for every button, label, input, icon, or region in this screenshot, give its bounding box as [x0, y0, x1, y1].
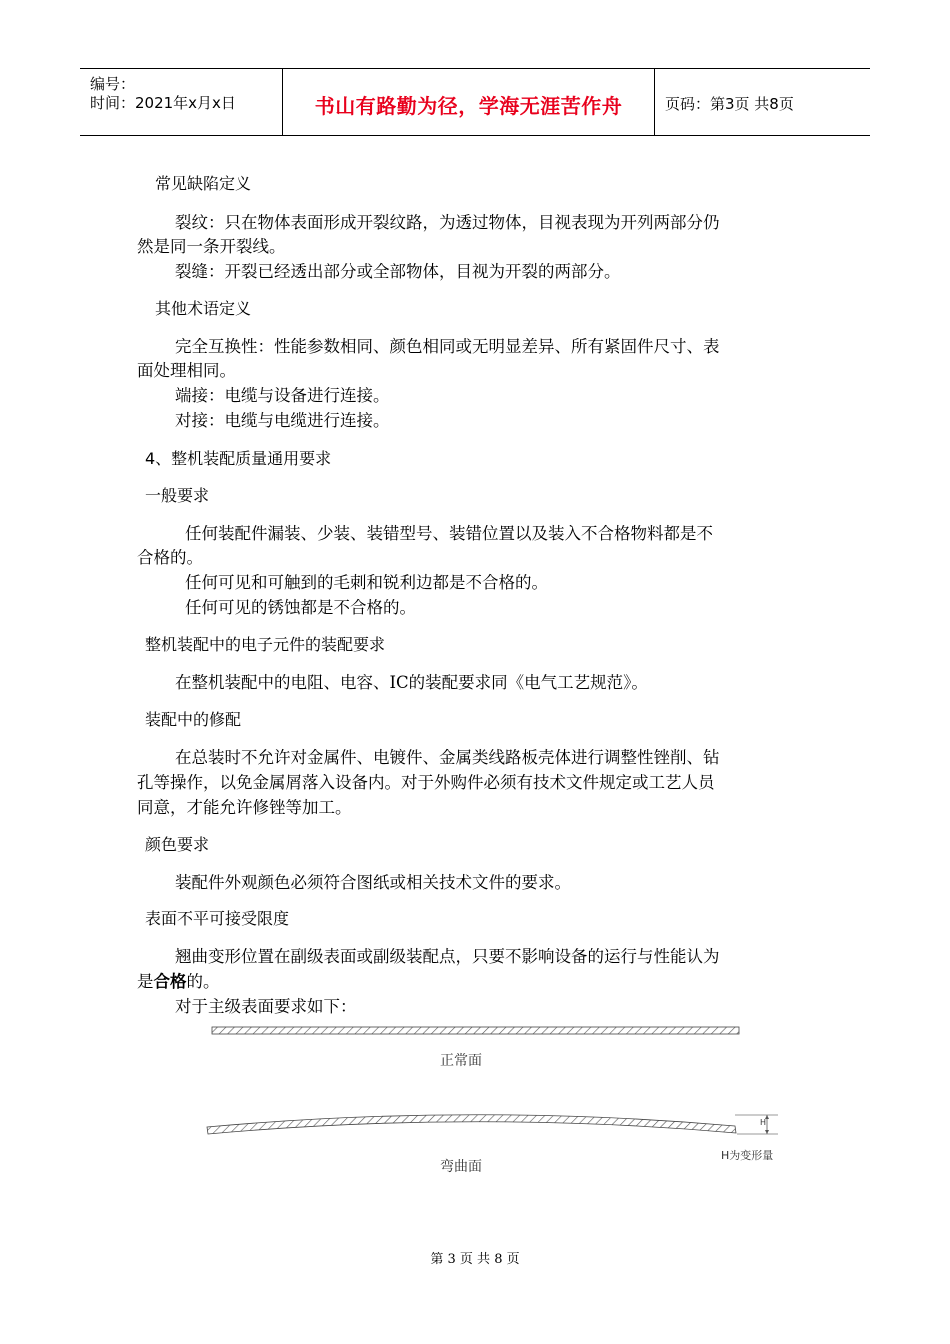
curved-surface-plate	[207, 1115, 736, 1134]
paragraph-crack-line2: 然是同一条开裂线。	[137, 237, 286, 256]
paragraph-crack-line1: 裂纹：只在物体表面形成开裂纹路，为透过物体，目视表现为开列两部分仍	[175, 213, 720, 232]
paragraph-warp-line2	[137, 968, 220, 992]
heading-other-terms: 其他术语定义	[155, 299, 252, 318]
heading-electronic-components: 整机装配中的电子元件的装配要求	[145, 635, 386, 654]
normal-surface-plate	[212, 1027, 739, 1034]
paragraph-color: 装配件外观颜色必须符合图纸或相关技术文件的要求。	[175, 873, 571, 892]
time-label: 时间：2021年x月x日	[90, 94, 236, 112]
number-label: 编号：	[90, 75, 136, 93]
curved-surface-label: 弯曲面	[440, 1159, 482, 1175]
paragraph-electronic-spec: 在整机装配中的电阻、电容、IC的装配要求同《电气工艺规范》。	[175, 673, 648, 692]
warp-text-pre: 是	[137, 972, 154, 991]
warp-text-bold: 合格	[153, 972, 187, 991]
paragraph-fitting-line1: 在总装时不允许对金属件、电镀件、金属类线路板壳体进行调整性锉削、钻	[175, 748, 720, 767]
header-page-info	[655, 70, 870, 136]
normal-surface-label: 正常面	[440, 1053, 482, 1069]
heading-fitting: 装配中的修配	[145, 710, 242, 729]
h-marker: H	[760, 1118, 767, 1127]
paragraph-fitting-line2: 孔等操作，以免金属屑落入设备内。对于外购件必须有技术文件规定或工艺人员	[137, 773, 715, 792]
heading-general-requirements: 一般要求	[145, 486, 210, 505]
motto-text: 书山有路勤为径，学海无涯苦作舟	[314, 93, 623, 118]
paragraph-fitting-line3: 同意，才能允许修锉等加工。	[137, 798, 352, 817]
paragraph-interchangeability-line1: 完全互换性：性能参数相同、颜色相同或无明显差异、所有紧固件尺寸、表	[175, 337, 720, 356]
paragraph-interchangeability-line2: 面处理相同。	[137, 361, 236, 380]
paragraph-rust: 任何可见的锈蚀都是不合格的。	[185, 598, 416, 617]
h-arrow-down	[765, 1130, 769, 1134]
heading-defect-definitions: 常见缺陷定义	[155, 174, 252, 193]
paragraph-primary-surface: 对于主级表面要求如下：	[175, 997, 357, 1016]
paragraph-warp-line1: 翘曲变形位置在副级表面或副级装配点，只要不影响设备的运行与性能认为	[175, 947, 720, 966]
warp-text-post: 的。	[186, 972, 220, 991]
header-left-cell	[80, 69, 283, 135]
paragraph-fissure: 裂缝：开裂已经透出部分或全部物体，目视为开裂的两部分。	[175, 262, 621, 281]
paragraph-assembly-line1: 任何装配件漏装、少装、装错型号、装错位置以及装入不合格物料都是不	[185, 524, 713, 543]
deformation-note: H为变形量	[721, 1149, 774, 1162]
heading-section-4: 4、整机装配质量通用要求	[145, 449, 332, 468]
paragraph-splice: 对接：电缆与电缆进行连接。	[175, 411, 390, 430]
heading-flatness-limits: 表面不平可接受限度	[145, 909, 290, 928]
paragraph-burrs: 任何可见和可触到的毛刺和锐利边都是不合格的。	[185, 573, 548, 592]
page-info-text: 页码：第3页 共8页	[665, 94, 794, 113]
page-header	[80, 68, 870, 136]
page-footer: 第 3 页 共 8 页	[430, 1252, 520, 1267]
paragraph-termination: 端接：电缆与设备进行连接。	[175, 386, 390, 405]
paragraph-assembly-line2: 合格的。	[137, 548, 203, 567]
heading-color-requirements: 颜色要求	[145, 835, 210, 854]
header-motto-cell	[283, 69, 655, 135]
